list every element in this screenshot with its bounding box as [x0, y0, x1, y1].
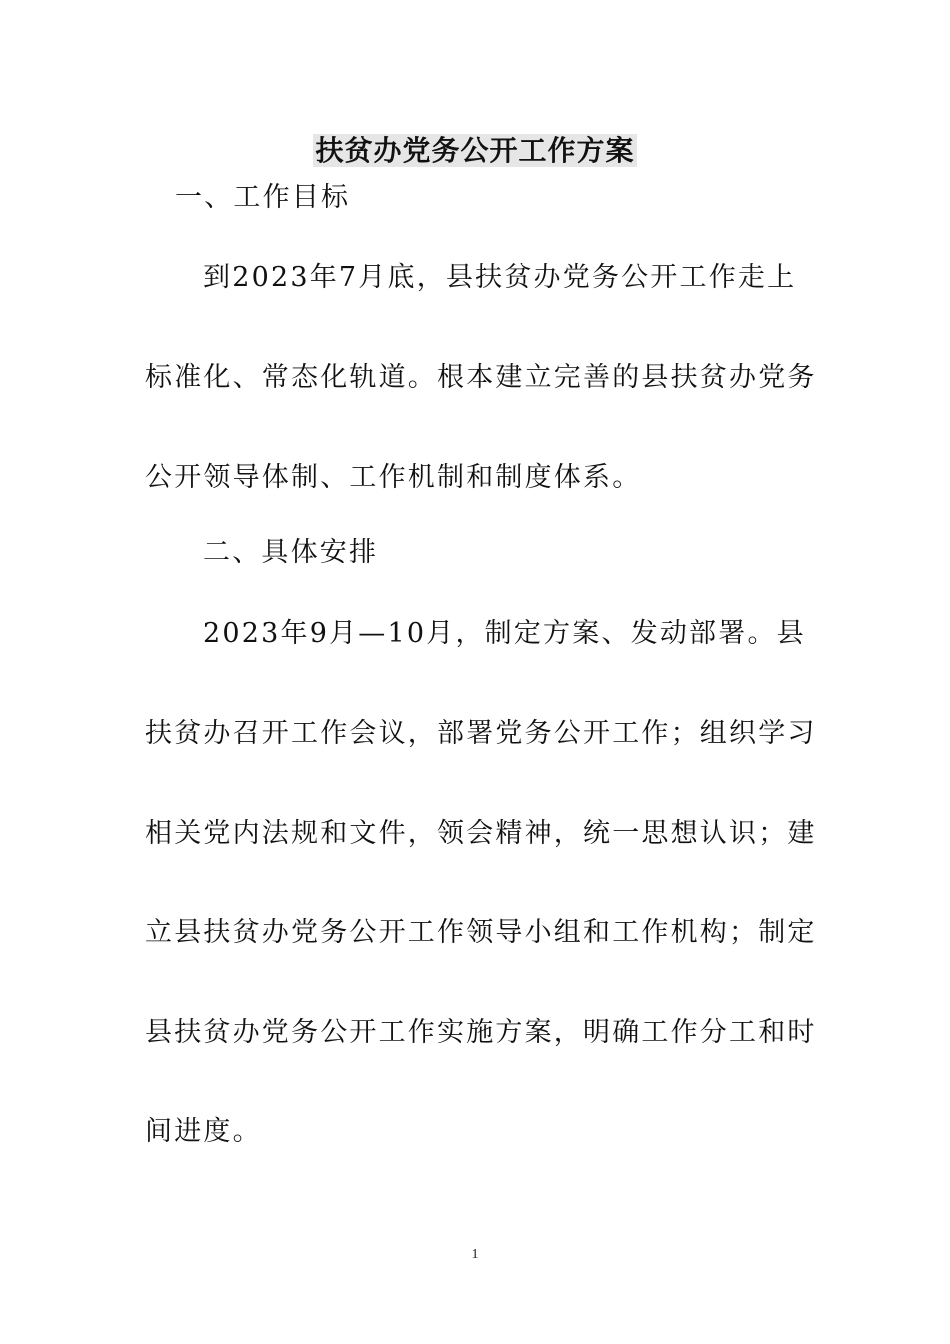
section-heading-goals: 一、工作目标 [175, 182, 351, 213]
page-number: 1 [471, 1247, 479, 1262]
paragraph-line: 到2023年7月底，县扶贫办党务公开工作走上 [203, 262, 797, 293]
paragraph-line: 2023年9月—10月，制定方案、发动部署。县 [203, 618, 806, 649]
paragraph-line: 县扶贫办党务公开工作实施方案，明确工作分工和时 [145, 1017, 817, 1048]
paragraph-line: 扶贫办召开工作会议，部署党务公开工作；组织学习 [145, 718, 817, 749]
document-title [0, 131, 950, 171]
paragraph-line: 相关党内法规和文件，领会精神，统一思想认识；建 [145, 818, 817, 849]
document-title-text: 扶贫办党务公开工作方案 [315, 134, 635, 167]
paragraph-line: 间进度。 [145, 1116, 262, 1147]
paragraph-line: 标准化、常态化轨道。根本建立完善的县扶贫办党务 [145, 362, 817, 393]
paragraph-line: 立县扶贫办党务公开工作领导小组和工作机构；制定 [145, 917, 817, 948]
section-heading-arrangement: 二、具体安排 [203, 537, 379, 568]
paragraph-line: 公开领导体制、工作机制和制度体系。 [145, 462, 642, 493]
